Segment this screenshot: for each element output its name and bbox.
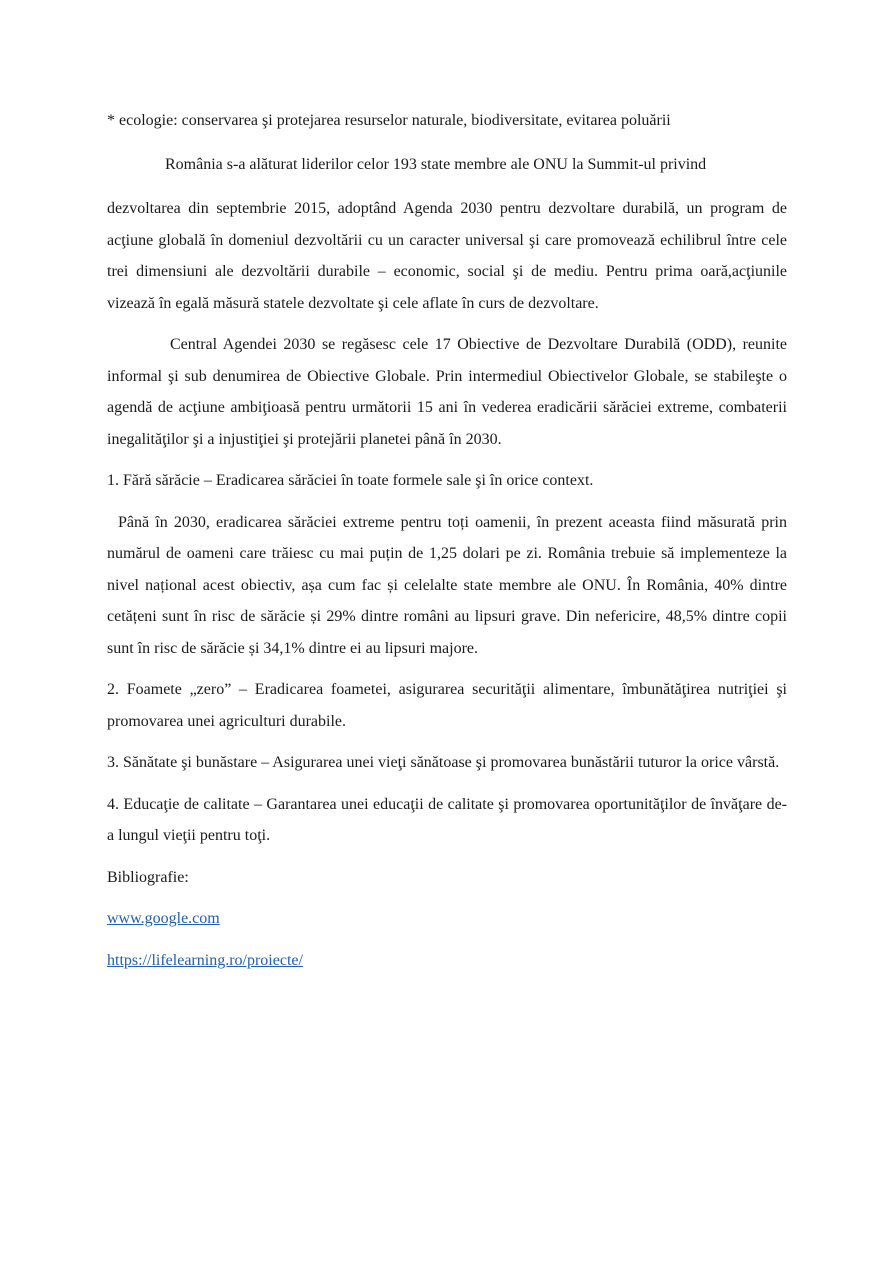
paragraph-1-first-line: România s-a alăturat liderilor celor 193 state membre ale ONU la Summit-ul privind — [165, 155, 707, 173]
bibliography-link-google[interactable]: www.google.com — [107, 910, 220, 927]
bibliography-heading: Bibliografie: — [107, 868, 189, 886]
goal-3: 3. Sănătate şi bunăstare – Asigurarea unei vieţi sănătoase şi promovarea bunăstării tuturor la orice vârstă. — [107, 754, 780, 771]
goal-1-title: 1. Fără sărăcie – Eradicarea sărăciei în toate formele sale şi în orice context. — [107, 472, 594, 489]
paragraph-2: Central Agendei 2030 se regăsesc cele 17 Obiective de Dezvoltare Durabilă (ODD), reunite informal şi sub denumirea de Obiective Globale. Prin intermediul Obiectivelor Globale, se stabileşte o agendă de acţiune ambiţioasă pentru următorii 15 ani în vederea eradicării sărăciei extreme, combaterii inegalităţilor şi a injustiţiei şi protejării planetei până în 2030. — [107, 336, 787, 448]
goal-1-body: Până în 2030, eradicarea sărăciei extreme pentru toți oamenii, în prezent aceasta fiind măsurată prin numărul de oameni care trăiesc cu mai puțin de 1,25 dolari pe zi. România trebuie să implementeze la nivel național acest obiectiv, așa cum fac și celelalte state membre ale ONU. În România, 40% dintre cetățeni sunt în risc de sărăcie și 29% dintre români au lipsuri grave. Din nefericire, 48,5% dintre copii sunt în risc de sărăcie și 34,1% dintre ei au lipsuri majore. — [107, 513, 787, 657]
document-body — [107, 105, 787, 976]
goal-4: 4. Educaţie de calitate – Garantarea unei educaţii de calitate şi promovarea oportunităţilor de învăţare de-a lungul vieţii pentru toţi. — [107, 795, 787, 844]
bibliography-link-lifelearning[interactable]: https://lifelearning.ro/proiecte/ — [107, 951, 303, 969]
intro-bullet: * ecologie: conservarea şi protejarea resurselor naturale, biodiversitate, evitarea poluării — [107, 112, 671, 129]
goal-2: 2. Foamete „zero” – Eradicarea foametei, asigurarea securităţii alimentare, îmbunătăţirea nutriţiei şi promovarea unei agriculturi durabile. — [107, 681, 787, 730]
paragraph-1-body: dezvoltarea din septembrie 2015, adoptând Agenda 2030 pentru dezvoltare durabilă, un program de acţiune globală în domeniul dezvoltării cu un caracter universal şi care promovează echilibrul între cele trei dimensiuni ale dezvoltării durabile – economic, social şi de mediu. Pentru prima oară,acţiunile vizează în egală măsură statele dezvoltate şi cele aflate în curs de dezvoltare. — [107, 200, 787, 312]
